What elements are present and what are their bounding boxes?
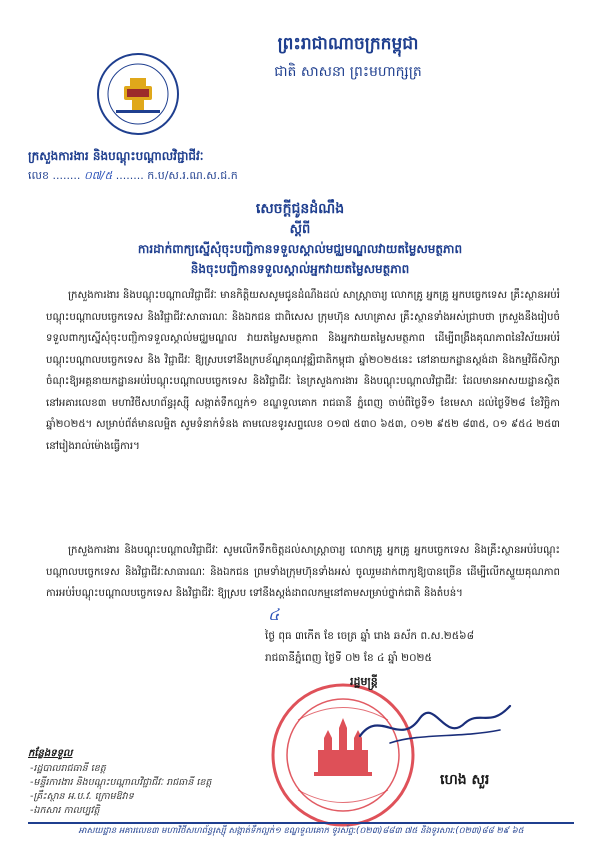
reference-line: លេខ ........ ០៧/៥ ........ ក.ប/ស.រ.ណ.ស.ជ.ក <box>28 169 238 182</box>
recipient-item: -មន្ទីរការងារ និងបណ្តុះបណ្តាលវិជ្ជាជីវៈ រាជធានី ខេត្ត <box>30 777 212 788</box>
kingdom-heading: ព្រះរាជាណាចក្រកម្ពុជា <box>277 34 419 54</box>
handwritten-signature-icon <box>350 688 520 758</box>
national-motto: ជាតិ សាសនា ព្រះមហាក្សត្រ <box>274 64 422 80</box>
signer-position: រដ្ឋមន្ត្រី <box>350 675 378 688</box>
subject-line-2: និងចុះបញ្ជិកានទទួលស្គាល់អ្នកវាយតម្លៃសមត្ថភាព <box>190 262 410 276</box>
recipient-item: -ឯកសារ កាលប្បវត្តិ <box>30 805 100 816</box>
lunar-date: ថ្ងៃ ពុធ ៣កើត ខែ ចេត្រ ឆ្នាំ រោង ឆស័ក ព.ស.២៥៦៨ <box>265 630 475 642</box>
recipients-heading: កន្លែងទទួល <box>28 748 73 759</box>
body-paragraph-2: ក្រសួងការងារ និងបណ្តុះបណ្តាលវិជ្ជាជីវៈ សូមលើកទឹកចិត្តដល់សាស្ត្រាចារ្យ លោកគ្រូ អ្នកគ្រូ អ្នកបច្ចេកទេស និងគ្រឹះស្ថានអប់រំបណ្តុះបណ្តាលបច្ចេកទេស និងវិជ្ជាជីវៈសាធារណៈ និងឯកជន ព្រមទាំងក្រុមហ៊ុនទាំងអស់ ចូលរួមដាក់ពាក្យឱ្យបានច្រើន ដើម្បីលើកស្ទួយគុណភាពការអប់រំបណ្តុះបណ្តាលបច្ចេកទេស និងវិជ្ជាជីវៈ ឱ្យស្រប ទៅនឹងស្តង់ដាពលកម្មនៅតាមសម្រាប់ថ្នាក់ជាតិ និងតំបន់។ <box>46 545 560 599</box>
subject-line-1: ការដាក់ពាក្យស្នើសុំចុះបញ្ជិកានទទួលស្គាល់មជ្ឈមណ្ឌលវាយតម្លៃសមត្ថភាព <box>137 242 463 256</box>
ministry-logo-icon <box>96 52 180 136</box>
footer-address: អាសយដ្ឋាន អគារលេខ៣ មហាវិថីសហព័ន្ធរុស្ស៊ី សង្កាត់ទឹកល្អក់១ ខណ្ឌទួលគោក ទូរស័ព្ទ:(០២៣)៨៨៣ ៧៥ និងទូរសារ:(០២៣)៨៨ ២៩ ៦៥ <box>78 826 524 836</box>
signer-name: ហេង សួរ <box>440 772 490 788</box>
document-type: សេចក្តីជូនដំណឹង <box>255 201 345 217</box>
recipient-item: -គ្រឹះស្ថាន អ.ប.វ. ក្រោមឱវាទ <box>30 791 134 802</box>
issuing-ministry: ក្រសួងការងារ និងបណ្តុះបណ្តាលវិជ្ជាជីវៈ <box>28 149 204 163</box>
reference-number: ០៧/៥ <box>83 169 113 182</box>
body-paragraph-1: ក្រសួងការងារ និងបណ្តុះបណ្តាលវិជ្ជាជីវៈ មានកិត្តិយសសូមជូនដំណឹងដល់ សាស្ត្រាចារ្យ លោកគ្រូ អ្នកគ្រូ អ្នកបច្ចេកទេស គ្រឹះស្ថានអប់រំបណ្តុះបណ្តាលបច្ចេកទេស និងវិជ្ជាជីវៈសាធារណៈ និងឯកជន ជាពិសេស ក្រុមហ៊ុន សហគ្រាស គ្រឹះស្ថានទាំងអស់ជ្រាបថា ក្រសួងនឹងរៀបចំទទួលពាក្យស្នើសុំចុះបញ្ជិកាទទួលស្គាល់មជ្ឈមណ្ឌល វាយតម្លៃសមត្ថភាព និងអ្នកវាយតម្លៃសមត្ថភាព ដើម្បីពង្រឹងគុណភាពនៃវិស័យអប់រំបណ្តុះបណ្តាលបច្ចេកទេស និង វិជ្ជាជីវៈ ឱ្យស្របទៅនឹងក្របខ័ណ្ឌគុណវុឌ្ឍិជាតិកម្ពុជា ឆ្នាំ២០២៥នេះ នៅនាយកដ្ឋានស្តង់ដា និងកម្មវិធីសិក្សា ចំណុះឱ្យអគ្គនាយកដ្ឋានអប់រំបណ្តុះបណ្តាលបច្ចេកទេស និងវិជ្ជាជីវៈ នៃក្រសួងការងារ និងបណ្តុះបណ្តាលវិជ្ជាជីវៈ ដែលមានអាសយដ្ឋានស្ថិតនៅអគារលេខ៣ មហាវិថីសហព័ន្ធរុស្ស៊ី សង្កាត់ទឹកល្អក់១ ខណ្ឌទួលគោក រាជធានី ភ្នំពេញ ចាប់ពីថ្ងៃទី១ ខែមេសា ដល់ថ្ងៃទី២៨ ខែវិច្ឆិកា ឆ្នាំ២០២៥។ សម្រាប់ព័ត៌មានលម្អិត សូមទំនាក់ទំនង តាមលេខទូរសព្ទលេខ ០១៧ ៥៣០ ៦៥៣, ០១២ ៩៥២ ៨៣៥, ០១ ៩៥៤ ២៥៣ នៅរៀងរាល់ម៉ោងធ្វើការ។ <box>46 290 560 452</box>
handwritten-initial: ៤ <box>268 605 280 624</box>
footer-divider <box>28 822 574 824</box>
reference-label: លេខ <box>28 169 49 182</box>
reference-suffix: ក.ប/ស.រ.ណ.ស.ជ.ក <box>147 169 238 182</box>
recipient-item: -រដ្ឋបាលរាជធានី ខេត្ត <box>30 763 106 774</box>
about-label: ស្តីពី <box>289 222 311 237</box>
solar-date: រាជធានីភ្នំពេញ ថ្ងៃទី ០២ ខែ ៤ ឆ្នាំ ២០២៥ <box>265 652 432 664</box>
